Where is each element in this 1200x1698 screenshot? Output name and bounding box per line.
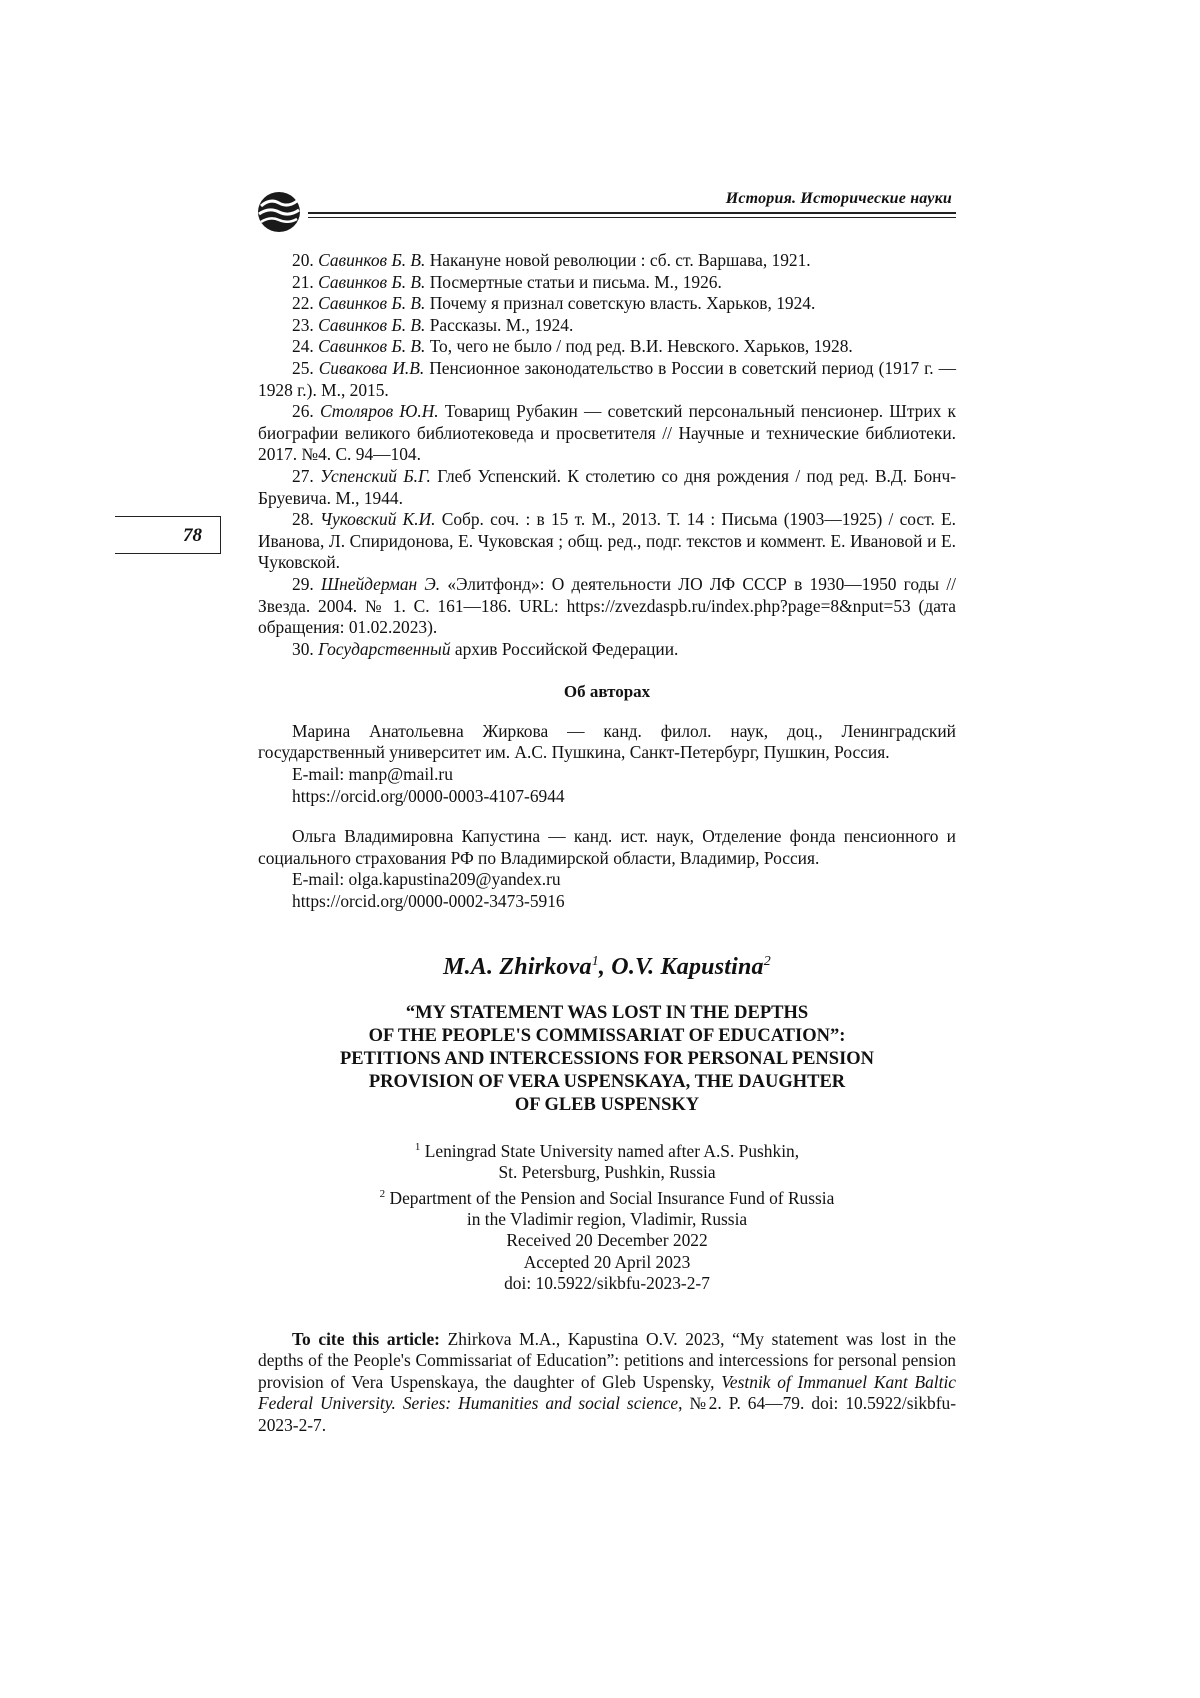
reference-list (258, 250, 956, 660)
english-authors: M.A. Zhirkova$^1$, O.V. Kapustina$^2$ (443, 953, 771, 980)
author-email: E-mail: olga.kapustina209@yandex.ru (292, 869, 561, 890)
received-date: Received 20 December 2022 (506, 1230, 708, 1251)
author-info (258, 826, 956, 912)
header-rule-thin (308, 217, 956, 218)
page-number: 78 (183, 525, 202, 546)
header-rule-thick (308, 212, 956, 214)
journal-logo-icon (256, 190, 302, 234)
author-description: Ольга Владимировна Капустина — канд. ист. наук, Отделение фонда пенсионного и социального страхования РФ по Владимирской области, Владимир, Россия. (258, 826, 956, 868)
reference-item: 29. Шнейдерман Э. «Элитфонд»: О деятельности ЛО ЛФ СССР в 1930—1950 годы // Звезда. 2004. № 1. С. 161—186. URL: https://zvezdaspb.ru/index.php?page=8&nput=53 (дата обращения: 01.02.2023). (258, 573, 956, 638)
reference-item: 27. Успенский Б.Г. Глеб Успенский. К столетию со дня рождения / под ред. В.Д. Бонч-Бруевича. М., 1944. (258, 465, 956, 508)
accepted-date: Accepted 20 April 2023 (523, 1251, 691, 1272)
author-orcid-link[interactable]: https://orcid.org/0000-0003-4107-6944 (292, 785, 565, 806)
page-content (258, 250, 956, 1437)
author-orcid-link[interactable]: https://orcid.org/0000-0002-3473-5916 (292, 891, 565, 912)
page-number-box (115, 516, 221, 554)
reference-item: 22. Савинков Б. В. Почему я признал советскую власть. Харьков, 1924. (292, 293, 816, 314)
about-authors-heading: Об авторах (563, 682, 651, 702)
reference-item: 25. Сивакова И.В. Пенсионное законодательство в России в советский период (1917 г. — 1928 г.). М., 2015. (258, 357, 956, 400)
author-description: Марина Анатольевна Жиркова — канд. филол. наук, доц., Ленинградский государственный университет им. А.С. Пушкина, Санкт-Петербург, Пушкин, Россия. (258, 720, 956, 763)
reference-item: 20. Савинков Б. В. Накануне новой революции : сб. ст. Варшава, 1921. (292, 250, 811, 270)
reference-item: 21. Савинков Б. В. Посмертные статьи и письма. М., 1926. (292, 271, 722, 292)
english-article-title: “MY STATEMENT WAS LOST IN THE DEPTHS OF THE PEOPLE'S COMMISSARIAT OF EDUCATION”: PETITIONS AND INTERCESSIONS FOR PERSONAL PENSION PROVISION OF VERA USPENSKAYA, THE DAUGHTER OF GLEB USPENSKY (339, 1003, 875, 1116)
reference-item: 24. Савинков Б. В. То, чего не было / под ред. В.И. Невского. Харьков, 1928. (292, 336, 853, 357)
author-info (258, 721, 956, 807)
affiliation-2: $^2$ Department of the Pension and Social Insurance Fund of Russia (379, 1187, 835, 1208)
author-email: E-mail: manp@mail.ru (292, 764, 453, 785)
doi: doi: 10.5922/sikbfu-2023-2-7 (504, 1273, 710, 1294)
citation: To cite this article: Zhirkova M.A., Kapustina O.V. 2023, “My statement was lost in the depths of the People's Commissariat of Education”: petitions and intercessions for personal pension provision of Vera Uspenskaya, the daughter of Gleb Uspensky, Vestnik of Immanuel Kant Baltic Federal University. Series: Humanities and social science, №2. P. 64—79. doi: 10.5922/sikbfu-2023-2-7. (258, 1328, 957, 1436)
reference-item: 26. Столяров Ю.Н. Товарищ Рубакин — советский персональный пенсионер. Штрих к биографии великого библиотековеда и просветителя // Научные и технические библиотеки. 2017. №4. С. 94—104. (258, 401, 956, 465)
journal-section-title: История. Исторические науки (725, 190, 952, 207)
affiliations: $^1$ Leningrad State University named after A.S. Pushkin, St. Petersburg, Pushkin, Russia $^2$ Department of the Pension and Social Insurance Fund of Russia in the Vladimir region, Vladimir, Russia Received 20 December 2022 Accepted 20 April 2023 doi: 10.5922/sikbfu-2023-2-7 (258, 1137, 956, 1294)
running-header (256, 186, 956, 230)
reference-item: 23. Савинков Б. В. Рассказы. М., 1924. (292, 314, 574, 335)
reference-item: 28. Чуковский К.И. Собр. соч. : в 15 т. М., 2013. Т. 14 : Письма (1903—1925) / сост. Е. Иванова, Л. Спиридонова, Е. Чуковская ; общ. ред., подг. текстов и коммент. Е. Ивановой и Е. Чуковской. (258, 509, 957, 573)
affiliation-1: $^1$ Leningrad State University named after A.S. Pushkin, (414, 1141, 800, 1162)
reference-item: 30. Государственный архив Российской Федерации. (292, 638, 679, 659)
